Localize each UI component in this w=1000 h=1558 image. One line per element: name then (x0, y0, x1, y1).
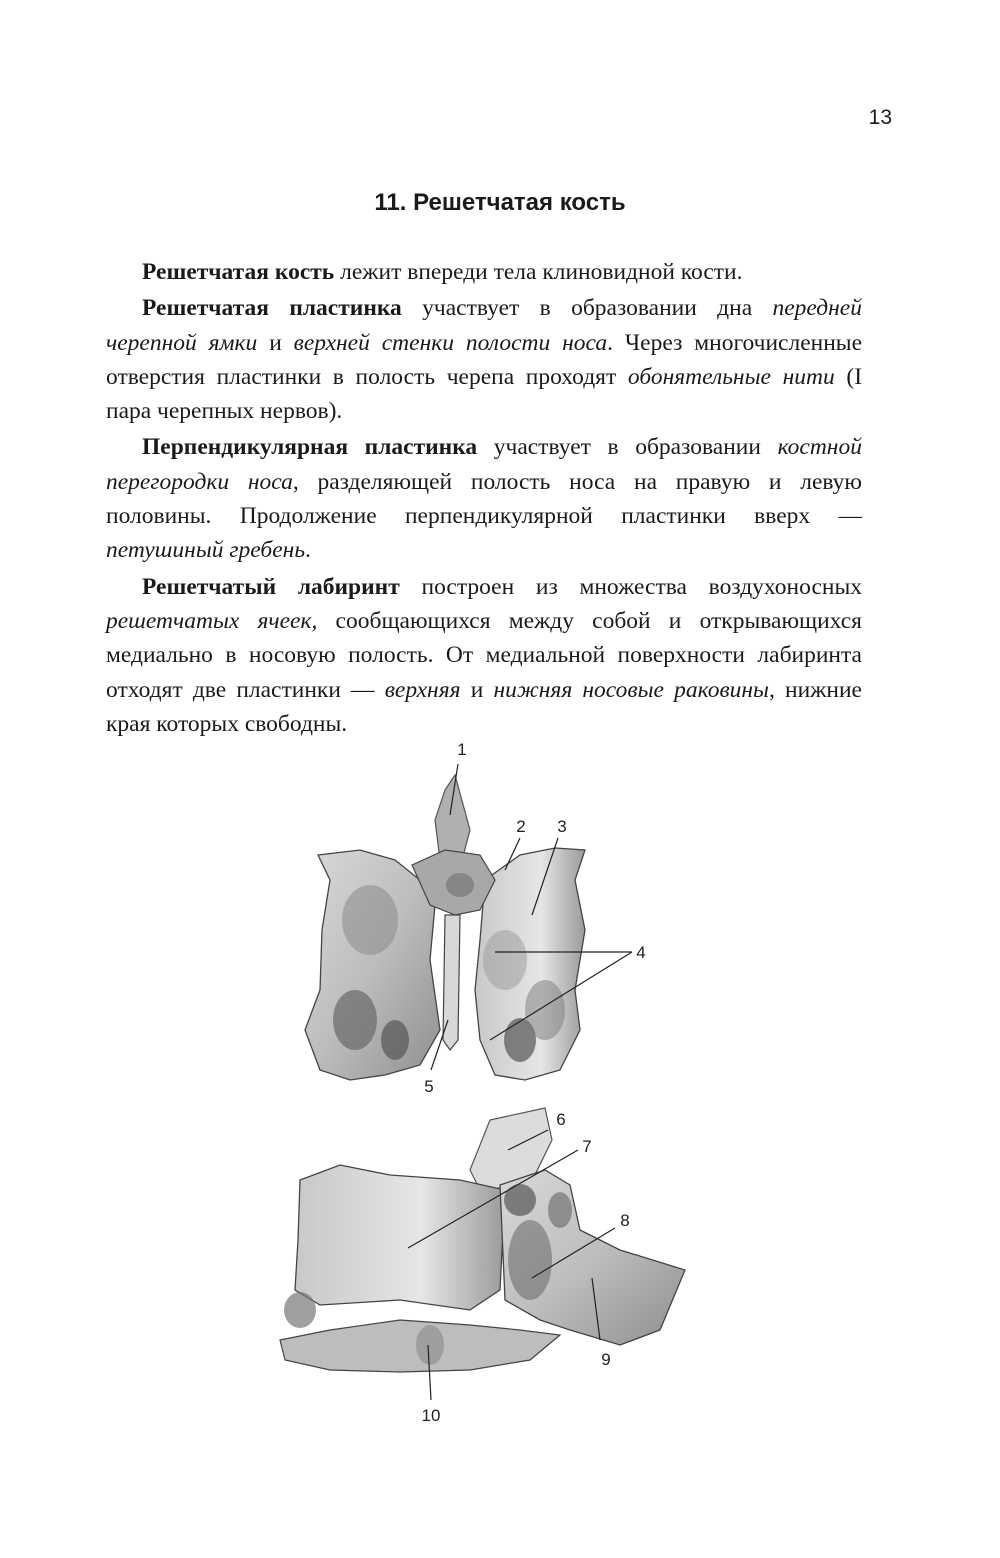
text-run-em: верхней стенки полости носа (293, 329, 608, 356)
text-run-plain: и (460, 676, 494, 703)
text-run-plain: (I пара черепных нервов). (106, 363, 863, 425)
figure-label-4: 4 (636, 943, 646, 962)
ethmoid-lateral-view (280, 1108, 685, 1372)
figure-label-6: 6 (556, 1110, 566, 1129)
chapter-title: 11. Решетчатая кость (374, 189, 626, 216)
text-run-term: Решетчатая пластинка (142, 295, 402, 322)
text-run-plain: и (257, 329, 294, 356)
figure-label-7: 7 (582, 1137, 592, 1156)
text-run-plain: участвует в образовании (477, 434, 778, 461)
text-run-em: верхняя (384, 676, 461, 703)
text-run-plain: участвует в образовании дна (401, 295, 773, 322)
page-number: 13 (868, 106, 892, 129)
text-run-em: костной перегородки носа (106, 434, 862, 495)
figure-label-8: 8 (620, 1211, 630, 1230)
figure-label-3: 3 (557, 817, 567, 836)
text-run-term: Решетчатый лабиринт (142, 573, 400, 600)
figure-label-5: 5 (424, 1077, 434, 1096)
text-run-em: нижняя носовые раковины, (493, 676, 775, 703)
ethmoid-posterior-view (305, 775, 585, 1080)
text-run-plain: . Через многочисленные отверстия пластинки в полость черепа проходят (106, 329, 862, 390)
text-run-em: решетчатых ячеек, (106, 607, 318, 634)
text-run-plain: нижние края которых свободны. (106, 676, 862, 737)
text-run-term: Перпендикулярная пластинка (142, 434, 478, 461)
figure-label-1: 1 (457, 740, 467, 759)
text-run-plain: , разделяющей полость носа на правую и левую половины. Продолжение перпендикулярной пластинки вверх — (106, 468, 862, 530)
text-run-em: обонятельные нити (627, 363, 835, 390)
text-run-plain: сообщающихся между собой и открывающихся медиально в носовую полость. От медиальной поверхности лабиринта отходят две пластинки — (106, 607, 862, 703)
figure-label-2: 2 (516, 817, 526, 836)
figure-label-9: 9 (601, 1350, 611, 1369)
text-run-em: петушиный гребень (106, 537, 306, 564)
text-run-plain: построен из множества воздухоносных (399, 573, 862, 600)
figure-label-10: 10 (421, 1406, 441, 1425)
text-run-em: передней черепной ямки (106, 295, 862, 356)
text-run-plain: лежит впереди тела клиновидной кости. (334, 259, 743, 285)
text-run-term: Решетчатая кость (142, 259, 335, 285)
text-run-plain: . (305, 537, 311, 564)
